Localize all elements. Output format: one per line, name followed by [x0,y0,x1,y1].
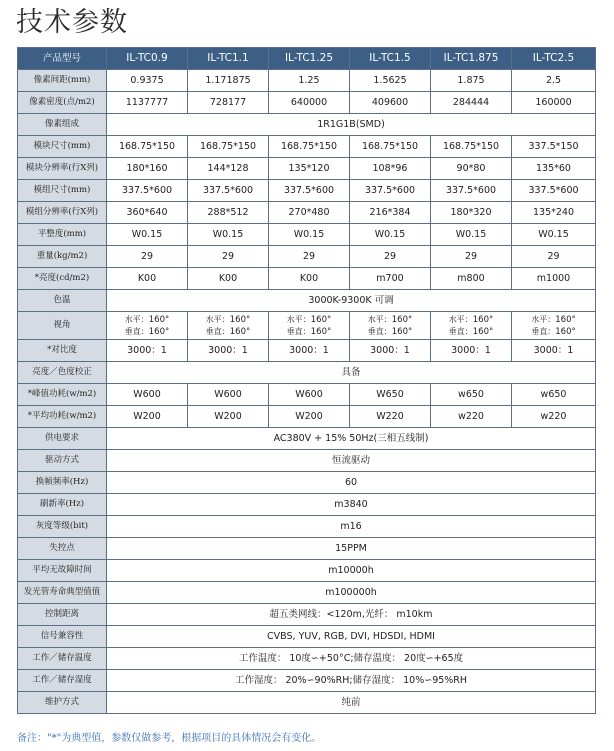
horizontal-angle-label: 水平： [448,314,473,324]
row-label: 驱动方式 [18,450,107,472]
table-row [18,290,596,312]
horizontal-angle-line [206,314,250,326]
value-cell: 135*120 [269,158,350,180]
value-cell: W0.15 [269,224,350,246]
merged-value-cell: m10000h [107,560,596,582]
table-row [18,604,596,626]
value-cell: 360*640 [107,202,188,224]
horizontal-angle-label: 水平： [531,314,556,324]
model-header: IL-TC1.5 [350,48,431,70]
value-cell: W600 [269,384,350,406]
value-cell: W200 [269,406,350,428]
row-label: 重量(kg/m2) [18,246,107,268]
table-header-row [18,48,596,70]
value-cell: W200 [107,406,188,428]
table-row [18,692,596,714]
vertical-angle-line [368,326,412,338]
value-cell: 288*512 [188,202,269,224]
value-cell: 284444 [431,92,512,114]
value-cell: 409600 [350,92,431,114]
value-cell: w650 [512,384,596,406]
vertical-angle-line [125,326,169,338]
value-cell: 2.5 [512,70,596,92]
horizontal-angle-line [368,314,412,326]
value-cell: 168.75*150 [107,136,188,158]
row-label: 视角 [18,312,107,340]
merged-value-cell: AC380V + 15% 50Hz(三相五线制) [107,428,596,450]
row-label: 色温 [18,290,107,312]
viewing-angle-cell [269,312,350,340]
table-row [18,582,596,604]
table-row [18,560,596,582]
table-row [18,538,596,560]
horizontal-angle-line [287,314,331,326]
value-cell: 640000 [269,92,350,114]
horizontal-angle-value: 160° [148,314,170,325]
row-label: 灰度等级(bit) [18,516,107,538]
row-label: 刷新率(Hz) [18,494,107,516]
value-cell: 337.5*600 [269,180,350,202]
vertical-angle-line [287,326,331,338]
vertical-angle-label: 垂直： [124,326,149,336]
row-label: *对比度 [18,340,107,362]
table-row [18,114,596,136]
value-cell: 135*240 [512,202,596,224]
model-header: IL-TC2.5 [512,48,596,70]
footnote: 备注："*"为典型值，参数仅做参考，根据项目的具体情况会有变化。 [17,733,322,744]
viewing-angle-values [449,314,493,338]
viewing-angle-cell [350,312,431,340]
value-cell: 180*320 [431,202,512,224]
value-cell: 3000：1 [431,340,512,362]
value-cell: 337.5*600 [431,180,512,202]
value-cell: 29 [269,246,350,268]
horizontal-angle-label: 水平： [124,314,149,324]
table-row [18,268,596,290]
viewing-angle-cell [188,312,269,340]
table-row [18,340,596,362]
vertical-angle-label: 垂直： [286,326,311,336]
table-row [18,362,596,384]
value-cell: 29 [188,246,269,268]
value-cell: 3000：1 [107,340,188,362]
viewing-angle-values [368,314,412,338]
row-label: 平整度(mm) [18,224,107,246]
table-row [18,670,596,692]
row-label: 维护方式 [18,692,107,714]
value-cell: 144*128 [188,158,269,180]
row-label: 模块尺寸(mm) [18,136,107,158]
row-label: 亮度／色度校正 [18,362,107,384]
table-row [18,450,596,472]
value-cell: 29 [431,246,512,268]
model-header: IL-TC1.25 [269,48,350,70]
value-cell: W220 [350,406,431,428]
viewing-angle-cell [107,312,188,340]
spec-table [17,47,596,714]
viewing-angle-values [287,314,331,338]
spec-table-container [17,47,595,714]
value-cell: W200 [188,406,269,428]
horizontal-angle-label: 水平： [367,314,392,324]
model-header: IL-TC1.875 [431,48,512,70]
table-row [18,384,596,406]
row-label: 平均无故障时间 [18,560,107,582]
value-cell: 3000：1 [512,340,596,362]
value-cell: 168.75*150 [188,136,269,158]
horizontal-angle-label: 水平： [286,314,311,324]
table-row [18,158,596,180]
row-label: *峰值功耗(w/m2) [18,384,107,406]
value-cell: 168.75*150 [431,136,512,158]
table-row [18,312,596,340]
vertical-angle-value: 160° [229,326,251,337]
value-cell: w650 [431,384,512,406]
horizontal-angle-label: 水平： [205,314,230,324]
value-cell: K00 [107,268,188,290]
value-cell: 1137777 [107,92,188,114]
merged-value-cell: 具备 [107,362,596,384]
vertical-angle-label: 垂直： [531,326,556,336]
value-cell: 728177 [188,92,269,114]
merged-value-cell: m100000h [107,582,596,604]
value-cell: m700 [350,268,431,290]
table-row [18,626,596,648]
value-cell: W0.15 [188,224,269,246]
row-label: 换帧频率(Hz) [18,472,107,494]
value-cell: 160000 [512,92,596,114]
value-cell: W600 [188,384,269,406]
vertical-angle-value: 160° [555,326,576,337]
value-cell: 0.9375 [107,70,188,92]
table-row [18,406,596,428]
value-cell: 90*80 [431,158,512,180]
row-label: 工作／储存温度 [18,648,107,670]
row-label: 信号兼容性 [18,626,107,648]
vertical-angle-value: 160° [148,326,170,337]
viewing-angle-cell [512,312,596,340]
value-cell: 1.171875 [188,70,269,92]
viewing-angle-values [206,314,250,338]
horizontal-angle-line [531,314,575,326]
value-cell: 3000：1 [350,340,431,362]
merged-value-cell: m3840 [107,494,596,516]
value-cell: 216*384 [350,202,431,224]
value-cell: 3000：1 [269,340,350,362]
merged-value-cell: 超五类网线：<120m,光纤： m10km [107,604,596,626]
horizontal-angle-value: 160° [391,314,413,325]
merged-value-cell: 工作湿度： 20%∽90%RH;储存湿度： 10%∽95%RH [107,670,596,692]
value-cell: 29 [512,246,596,268]
model-header: IL-TC0.9 [107,48,188,70]
merged-value-cell: 工作温度： 10度∽+50°C;储存温度： 20度∽+65度 [107,648,596,670]
value-cell: 29 [350,246,431,268]
row-label: 像素密度(点/m2) [18,92,107,114]
table-row [18,70,596,92]
vertical-angle-line [449,326,493,338]
model-header: IL-TC1.1 [188,48,269,70]
value-cell: W600 [107,384,188,406]
table-row [18,92,596,114]
page-title: 技术参数 [16,7,128,38]
horizontal-angle-line [125,314,169,326]
table-row [18,428,596,450]
value-cell: 337.5*600 [188,180,269,202]
table-row [18,136,596,158]
row-label: 模块分辨率(行X列) [18,158,107,180]
value-cell: w220 [431,406,512,428]
row-label: 像素组成 [18,114,107,136]
vertical-angle-label: 垂直： [367,326,392,336]
vertical-angle-value: 160° [391,326,413,337]
header-label: 产品型号 [18,48,107,70]
table-row [18,494,596,516]
viewing-angle-cell [431,312,512,340]
value-cell: 337.5*150 [512,136,596,158]
value-cell: 337.5*600 [512,180,596,202]
value-cell: 168.75*150 [350,136,431,158]
value-cell: W0.15 [350,224,431,246]
merged-value-cell: 1R1G1B(SMD) [107,114,596,136]
table-row [18,180,596,202]
table-row [18,472,596,494]
vertical-angle-label: 垂直： [205,326,230,336]
row-label: 模组尺寸(mm) [18,180,107,202]
horizontal-angle-value: 160° [310,314,332,325]
value-cell: 270*480 [269,202,350,224]
value-cell: 29 [107,246,188,268]
vertical-angle-value: 160° [472,326,494,337]
value-cell: W0.15 [512,224,596,246]
vertical-angle-value: 160° [310,326,332,337]
row-label: 失控点 [18,538,107,560]
viewing-angle-values [125,314,169,338]
horizontal-angle-value: 160° [555,314,576,325]
value-cell: 180*160 [107,158,188,180]
table-row [18,516,596,538]
value-cell: W0.15 [431,224,512,246]
value-cell: m1000 [512,268,596,290]
merged-value-cell: CVBS, YUV, RGB, DVI, HDSDI, HDMI [107,626,596,648]
row-label: 像素间距(mm) [18,70,107,92]
merged-value-cell: 60 [107,472,596,494]
vertical-angle-label: 垂直： [448,326,473,336]
table-row [18,224,596,246]
merged-value-cell: m16 [107,516,596,538]
merged-value-cell: 3000K-9300K 可调 [107,290,596,312]
row-label: 控制距离 [18,604,107,626]
row-label: *平均功耗(w/m2) [18,406,107,428]
horizontal-angle-value: 160° [472,314,494,325]
value-cell: W650 [350,384,431,406]
value-cell: 337.5*600 [350,180,431,202]
value-cell: 108*96 [350,158,431,180]
row-label: 模组分辨率(行X列) [18,202,107,224]
value-cell: K00 [269,268,350,290]
value-cell: 3000：1 [188,340,269,362]
value-cell: K00 [188,268,269,290]
row-label: 工作／储存湿度 [18,670,107,692]
value-cell: w220 [512,406,596,428]
viewing-angle-values [531,314,575,338]
row-label: *亮度(cd/m2) [18,268,107,290]
horizontal-angle-value: 160° [229,314,251,325]
value-cell: 168.75*150 [269,136,350,158]
merged-value-cell: 恒流驱动 [107,450,596,472]
table-row [18,202,596,224]
value-cell: 1.5625 [350,70,431,92]
horizontal-angle-line [449,314,493,326]
vertical-angle-line [531,326,575,338]
value-cell: 1.875 [431,70,512,92]
table-row [18,648,596,670]
vertical-angle-line [206,326,250,338]
merged-value-cell: 15PPM [107,538,596,560]
merged-value-cell: 纯前 [107,692,596,714]
value-cell: W0.15 [107,224,188,246]
value-cell: 135*60 [512,158,596,180]
row-label: 发光管寿命典型值值 [18,582,107,604]
value-cell: m800 [431,268,512,290]
value-cell: 337.5*600 [107,180,188,202]
table-row [18,246,596,268]
value-cell: 1.25 [269,70,350,92]
row-label: 供电要求 [18,428,107,450]
